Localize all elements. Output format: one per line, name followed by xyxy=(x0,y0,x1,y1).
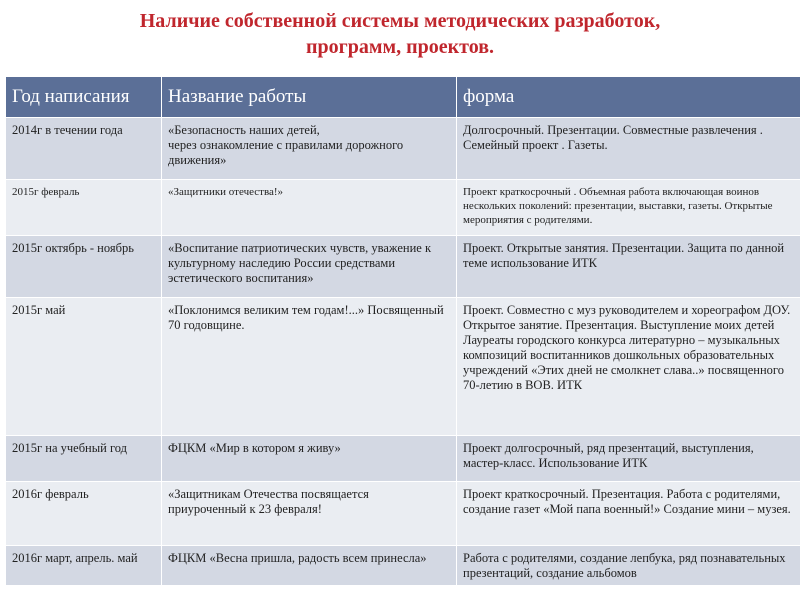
table-header-row xyxy=(6,77,800,118)
table-row xyxy=(6,180,800,236)
header-year: Год написания xyxy=(6,77,162,118)
works-table xyxy=(5,76,800,586)
cell-year: 2016г март, апрель. май xyxy=(6,546,162,586)
cell-year: 2015г май xyxy=(6,298,162,436)
cell-form: Проект. Совместно с муз руководителем и хореографом ДОУ. Открытое занятие. Презентация. Выступление моих детей Лауреаты городского конкурса литературно – музыкальных композиций воспитанников дошкольных образовательных учреждений «Этих дней не смолкнет слава..» посвященного 70-летию в ВОВ. ИТК xyxy=(457,298,800,436)
table-row xyxy=(6,436,800,482)
cell-title: «Защитники отечества!» xyxy=(162,180,457,236)
table-row xyxy=(6,236,800,298)
cell-title: ФЦКМ «Мир в котором я живу» xyxy=(162,436,457,482)
cell-form: Долгосрочный. Презентации. Совместные развлечения . Семейный проект . Газеты. xyxy=(457,118,800,180)
cell-title-line-2: через ознакомление с правилами дорожного движения» xyxy=(168,138,404,167)
cell-title: «Защитникам Отечества посвящается приуроченный к 23 февраля! xyxy=(162,482,457,546)
header-form: форма xyxy=(457,77,800,118)
cell-form: Проект краткосрочный. Презентация. Работа с родителями, создание газет «Мой папа военный!» Создание мини – музея. xyxy=(457,482,800,546)
cell-year: 2015г февраль xyxy=(6,180,162,236)
table-row xyxy=(6,546,800,586)
table-row xyxy=(6,298,800,436)
page-title-line-2: программ, проектов. xyxy=(305,36,494,58)
page-title xyxy=(0,8,800,60)
table-row xyxy=(6,118,800,180)
cell-title-line-1: «Безопасность наших детей, xyxy=(168,123,320,137)
cell-year: 2015г на учебный год xyxy=(6,436,162,482)
cell-year: 2016г февраль xyxy=(6,482,162,546)
cell-year: 2014г в течении года xyxy=(6,118,162,180)
header-title: Название работы xyxy=(162,77,457,118)
cell-title: ФЦКМ «Весна пришла, радость всем принесла» xyxy=(162,546,457,586)
table-row xyxy=(6,482,800,546)
cell-title xyxy=(162,118,457,180)
cell-form: Проект. Открытые занятия. Презентации. Защита по данной теме использование ИТК xyxy=(457,236,800,298)
page-title-line-1: Наличие собственной системы методических разработок, xyxy=(139,10,661,32)
cell-year: 2015г октябрь - ноябрь xyxy=(6,236,162,298)
cell-title: «Воспитание патриотических чувств, уважение к культурному наследию России средствами эстетического воспитания» xyxy=(162,236,457,298)
cell-form: Проект краткосрочный . Объемная работа включающая воинов нескольких поколений: презентации, выставки, газеты. Открытые мероприятия с родителями. xyxy=(457,180,800,236)
cell-form: Работа с родителями, создание лепбука, ряд познавательных презентаций, создание альбомов xyxy=(457,546,800,586)
cell-title: «Поклонимся великим тем годам!...» Посвященный 70 годовщине. xyxy=(162,298,457,436)
cell-form: Проект долгосрочный, ряд презентаций, выступления, мастер-класс. Использование ИТК xyxy=(457,436,800,482)
